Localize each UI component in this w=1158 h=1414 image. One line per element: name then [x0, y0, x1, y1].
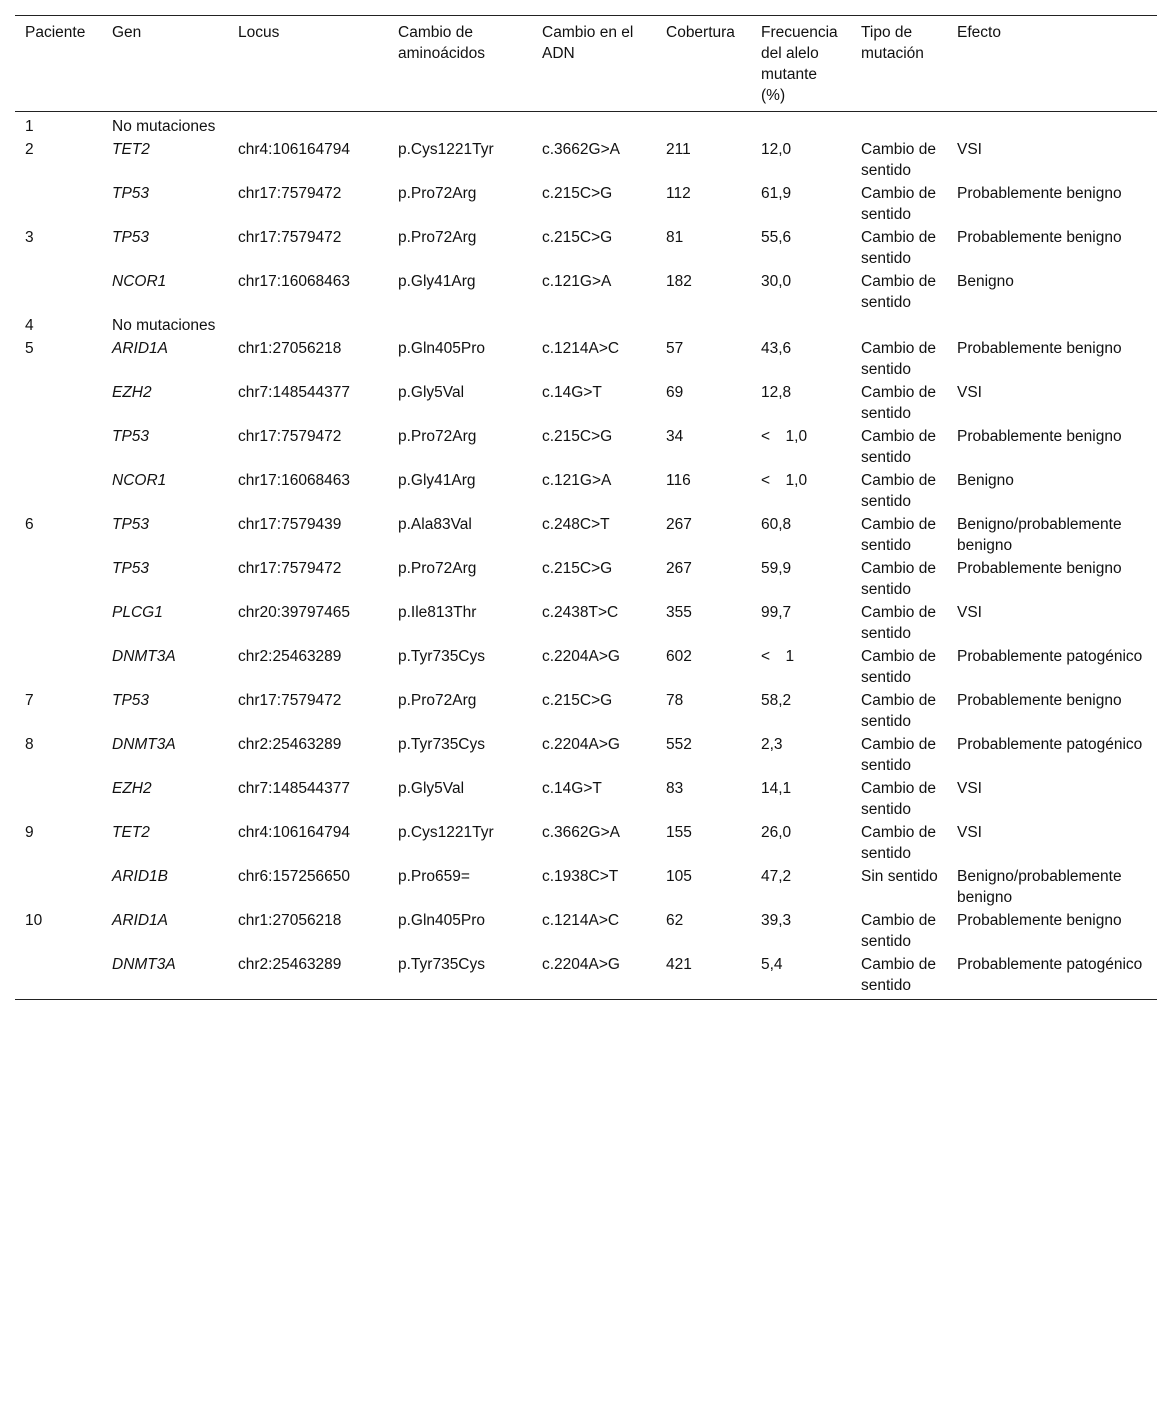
header-vaf: Frecuencia del alelo mutante (%) — [761, 24, 838, 104]
cell-gene: EZH2 — [112, 384, 152, 401]
cell-locus: chr1:27056218 — [238, 912, 342, 929]
cell-coverage: 112 — [666, 185, 691, 202]
cell-aa-change — [388, 112, 532, 139]
table-row — [15, 909, 1157, 953]
cell-vaf: 58,2 — [761, 692, 792, 709]
cell-coverage: 155 — [666, 824, 692, 841]
cell-mutation-type — [851, 112, 947, 139]
header-aa-change: Cambio de aminoácidos — [398, 24, 486, 62]
cell-vaf: 59,9 — [761, 560, 792, 577]
cell-gene: TP53 — [112, 560, 150, 577]
cell-dna-change — [532, 112, 656, 139]
cell-vaf: 12,8 — [761, 384, 792, 401]
table-body — [15, 112, 1157, 1000]
cell-mutation-type: Cambio de sentido — [861, 780, 936, 818]
cell-effect — [947, 112, 1157, 139]
cell-dna-change: c.2204A>G — [542, 648, 620, 665]
cell-aa-change: p.Tyr735Cys — [398, 648, 486, 665]
cell-dna-change: c.121G>A — [542, 472, 612, 489]
table-row — [15, 314, 1157, 337]
cell-mutation-type: Cambio de sentido — [861, 824, 936, 862]
cell-dna-change: c.215C>G — [542, 229, 613, 246]
cell-coverage: 69 — [666, 384, 684, 401]
cell-aa-change: p.Gly41Arg — [398, 273, 476, 290]
cell-effect: Probablemente benigno — [957, 185, 1122, 202]
cell-dna-change — [532, 314, 656, 337]
cell-vaf: 12,0 — [761, 141, 792, 158]
cell-effect: Probablemente patogénico — [957, 648, 1143, 665]
cell-patient — [15, 601, 102, 645]
cell-patient: 9 — [25, 824, 34, 841]
cell-coverage: 552 — [666, 736, 692, 753]
cell-locus: chr20:39797465 — [238, 604, 351, 621]
cell-patient: 8 — [25, 736, 34, 753]
cell-aa-change: p.Cys1221Tyr — [398, 824, 494, 841]
cell-locus: chr2:25463289 — [238, 736, 342, 753]
cell-effect: Benigno — [957, 273, 1014, 290]
cell-patient — [15, 953, 102, 1000]
cell-coverage: 81 — [666, 229, 684, 246]
cell-locus: chr7:148544377 — [238, 780, 351, 797]
cell-gene: NCOR1 — [112, 273, 167, 290]
mutations-table — [15, 15, 1157, 1000]
cell-dna-change: c.215C>G — [542, 560, 613, 577]
cell-patient: 7 — [25, 692, 34, 709]
cell-dna-change: c.215C>G — [542, 692, 613, 709]
cell-patient: 5 — [25, 340, 34, 357]
table-row — [15, 821, 1157, 865]
cell-locus: chr17:16068463 — [238, 472, 351, 489]
table-header — [15, 16, 1157, 112]
cell-locus: chr17:7579472 — [238, 560, 342, 577]
cell-vaf: 99,7 — [761, 604, 792, 621]
cell-mutation-type: Sin sentido — [861, 868, 938, 885]
cell-effect: Benigno/probablemente benigno — [957, 868, 1122, 906]
cell-patient — [15, 425, 102, 469]
cell-vaf — [751, 112, 851, 139]
cell-gene: ARID1B — [112, 868, 168, 885]
cell-aa-change: p.Gly41Arg — [398, 472, 476, 489]
table-row — [15, 689, 1157, 733]
cell-vaf: 14,1 — [761, 780, 792, 797]
cell-coverage — [656, 112, 751, 139]
cell-vaf: < 1,0 — [761, 428, 808, 445]
cell-coverage: 182 — [666, 273, 692, 290]
cell-mutation-type: Cambio de sentido — [861, 384, 936, 422]
cell-effect: Probablemente benigno — [957, 912, 1122, 929]
cell-locus: chr1:27056218 — [238, 340, 342, 357]
cell-patient: 2 — [25, 141, 34, 158]
cell-gene: PLCG1 — [112, 604, 163, 621]
cell-dna-change: c.3662G>A — [542, 824, 620, 841]
cell-effect: Benigno/probablemente benigno — [957, 516, 1122, 554]
table-row — [15, 112, 1157, 139]
header-effect: Efecto — [957, 24, 1001, 41]
cell-coverage: 602 — [666, 648, 692, 665]
cell-mutation-type: Cambio de sentido — [861, 516, 936, 554]
cell-coverage: 267 — [666, 516, 692, 533]
cell-coverage: 211 — [666, 141, 691, 158]
cell-patient: 10 — [25, 912, 43, 929]
cell-dna-change: c.215C>G — [542, 428, 613, 445]
cell-mutation-type: Cambio de sentido — [861, 428, 936, 466]
cell-vaf: 47,2 — [761, 868, 792, 885]
cell-patient — [15, 270, 102, 314]
cell-aa-change: p.Gly5Val — [398, 384, 465, 401]
cell-aa-change: p.Gln405Pro — [398, 912, 486, 929]
header-coverage: Cobertura — [666, 24, 735, 41]
cell-vaf: < 1,0 — [761, 472, 808, 489]
cell-coverage: 62 — [666, 912, 684, 929]
cell-vaf: 43,6 — [761, 340, 792, 357]
cell-vaf: 2,3 — [761, 736, 783, 753]
header-patient: Paciente — [25, 24, 86, 41]
cell-locus: chr17:7579472 — [238, 185, 342, 202]
cell-effect: VSI — [957, 604, 982, 621]
cell-aa-change: p.Pro72Arg — [398, 185, 477, 202]
cell-effect: Probablemente benigno — [957, 560, 1122, 577]
cell-vaf: < 1 — [761, 648, 795, 665]
cell-locus: chr17:16068463 — [238, 273, 351, 290]
cell-gene: EZH2 — [112, 780, 152, 797]
cell-locus: chr4:106164794 — [238, 824, 351, 841]
cell-vaf: 39,3 — [761, 912, 792, 929]
cell-gene: ARID1A — [112, 912, 168, 929]
cell-gene: TP53 — [112, 516, 150, 533]
header-locus: Locus — [238, 24, 280, 41]
cell-gene: TP53 — [112, 185, 150, 202]
cell-mutation-type: Cambio de sentido — [861, 648, 936, 686]
cell-gene: No mutaciones — [112, 118, 216, 135]
cell-aa-change: p.Ala83Val — [398, 516, 472, 533]
cell-coverage: 421 — [666, 956, 692, 973]
cell-aa-change: p.Tyr735Cys — [398, 956, 486, 973]
header-mutation-type: Tipo de mutación — [861, 24, 924, 62]
cell-coverage: 116 — [666, 472, 691, 489]
cell-locus: chr2:25463289 — [238, 648, 342, 665]
table-row — [15, 557, 1157, 601]
cell-patient — [15, 557, 102, 601]
cell-aa-change: p.Cys1221Tyr — [398, 141, 494, 158]
cell-effect: Probablemente benigno — [957, 229, 1122, 246]
cell-dna-change: c.14G>T — [542, 780, 602, 797]
cell-dna-change: c.2438T>C — [542, 604, 619, 621]
cell-aa-change: p.Ile813Thr — [398, 604, 477, 621]
cell-effect: Benigno — [957, 472, 1014, 489]
cell-vaf: 60,8 — [761, 516, 792, 533]
cell-mutation-type: Cambio de sentido — [861, 956, 936, 994]
cell-dna-change: c.215C>G — [542, 185, 613, 202]
cell-dna-change: c.1214A>C — [542, 912, 620, 929]
table-row — [15, 138, 1157, 182]
cell-gene: TP53 — [112, 692, 150, 709]
cell-vaf: 26,0 — [761, 824, 792, 841]
table-row — [15, 601, 1157, 645]
cell-gene: No mutaciones — [112, 317, 216, 334]
cell-locus: chr4:106164794 — [238, 141, 351, 158]
cell-aa-change: p.Gln405Pro — [398, 340, 486, 357]
cell-dna-change: c.14G>T — [542, 384, 602, 401]
cell-coverage: 57 — [666, 340, 684, 357]
cell-effect: Probablemente patogénico — [957, 956, 1143, 973]
cell-patient: 4 — [25, 317, 34, 334]
cell-locus: chr17:7579472 — [238, 428, 342, 445]
cell-mutation-type: Cambio de sentido — [861, 604, 936, 642]
cell-coverage: 83 — [666, 780, 684, 797]
cell-effect: VSI — [957, 384, 982, 401]
table-row — [15, 270, 1157, 314]
cell-mutation-type: Cambio de sentido — [861, 560, 936, 598]
table-row — [15, 469, 1157, 513]
cell-mutation-type: Cambio de sentido — [861, 692, 936, 730]
cell-dna-change: c.3662G>A — [542, 141, 620, 158]
cell-effect: VSI — [957, 780, 982, 797]
cell-vaf — [751, 314, 851, 337]
cell-dna-change: c.121G>A — [542, 273, 612, 290]
cell-patient — [15, 865, 102, 909]
cell-locus: chr6:157256650 — [238, 868, 351, 885]
cell-vaf: 5,4 — [761, 956, 783, 973]
cell-coverage: 34 — [666, 428, 684, 445]
cell-mutation-type: Cambio de sentido — [861, 912, 936, 950]
cell-coverage: 267 — [666, 560, 692, 577]
header-row — [15, 16, 1157, 112]
cell-dna-change: c.2204A>G — [542, 736, 620, 753]
cell-patient — [15, 777, 102, 821]
table-row — [15, 865, 1157, 909]
cell-effect: VSI — [957, 141, 982, 158]
cell-mutation-type: Cambio de sentido — [861, 340, 936, 378]
cell-dna-change: c.1938C>T — [542, 868, 619, 885]
cell-mutation-type — [851, 314, 947, 337]
cell-patient: 3 — [25, 229, 34, 246]
cell-mutation-type: Cambio de sentido — [861, 273, 936, 311]
cell-locus: chr2:25463289 — [238, 956, 342, 973]
cell-patient: 1 — [25, 118, 34, 135]
table-row — [15, 381, 1157, 425]
cell-aa-change: p.Pro72Arg — [398, 428, 477, 445]
table-row — [15, 182, 1157, 226]
cell-aa-change: p.Pro72Arg — [398, 692, 477, 709]
cell-coverage: 105 — [666, 868, 692, 885]
cell-patient: 6 — [25, 516, 34, 533]
cell-vaf: 61,9 — [761, 185, 792, 202]
table-row — [15, 337, 1157, 381]
header-dna-change: Cambio en el ADN — [542, 24, 634, 62]
cell-aa-change: p.Pro72Arg — [398, 229, 477, 246]
table-row — [15, 226, 1157, 270]
cell-effect: Probablemente benigno — [957, 340, 1122, 357]
cell-gene: TET2 — [112, 824, 150, 841]
cell-gene: DNMT3A — [112, 956, 176, 973]
cell-aa-change: p.Tyr735Cys — [398, 736, 486, 753]
cell-locus: chr7:148544377 — [238, 384, 351, 401]
table-row — [15, 733, 1157, 777]
cell-gene: DNMT3A — [112, 736, 176, 753]
table-row — [15, 425, 1157, 469]
cell-aa-change: p.Pro72Arg — [398, 560, 477, 577]
table-row — [15, 777, 1157, 821]
table-row — [15, 513, 1157, 557]
cell-patient — [15, 182, 102, 226]
cell-dna-change: c.2204A>G — [542, 956, 620, 973]
cell-coverage: 355 — [666, 604, 692, 621]
cell-aa-change: p.Gly5Val — [398, 780, 465, 797]
cell-mutation-type: Cambio de sentido — [861, 472, 936, 510]
cell-vaf: 30,0 — [761, 273, 792, 290]
cell-mutation-type: Cambio de sentido — [861, 736, 936, 774]
cell-effect: Probablemente benigno — [957, 428, 1122, 445]
cell-gene: TP53 — [112, 229, 150, 246]
cell-patient — [15, 645, 102, 689]
cell-locus: chr17:7579472 — [238, 229, 342, 246]
cell-gene: TET2 — [112, 141, 150, 158]
cell-effect: VSI — [957, 824, 982, 841]
cell-locus: chr17:7579439 — [238, 516, 342, 533]
cell-mutation-type: Cambio de sentido — [861, 141, 936, 179]
cell-coverage: 78 — [666, 692, 684, 709]
cell-patient — [15, 469, 102, 513]
cell-patient — [15, 381, 102, 425]
cell-mutation-type: Cambio de sentido — [861, 229, 936, 267]
cell-effect: Probablemente patogénico — [957, 736, 1143, 753]
cell-gene: ARID1A — [112, 340, 168, 357]
cell-gene: TP53 — [112, 428, 150, 445]
cell-coverage — [656, 314, 751, 337]
cell-dna-change: c.248C>T — [542, 516, 610, 533]
cell-gene: NCOR1 — [112, 472, 167, 489]
cell-mutation-type: Cambio de sentido — [861, 185, 936, 223]
cell-vaf: 55,6 — [761, 229, 792, 246]
cell-effect: Probablemente benigno — [957, 692, 1122, 709]
cell-locus — [228, 314, 388, 337]
cell-gene: DNMT3A — [112, 648, 176, 665]
cell-locus: chr17:7579472 — [238, 692, 342, 709]
table-row — [15, 953, 1157, 1000]
table-row — [15, 645, 1157, 689]
header-gene: Gen — [112, 24, 142, 41]
cell-aa-change — [388, 314, 532, 337]
cell-effect — [947, 314, 1157, 337]
cell-aa-change: p.Pro659= — [398, 868, 470, 885]
cell-dna-change: c.1214A>C — [542, 340, 620, 357]
